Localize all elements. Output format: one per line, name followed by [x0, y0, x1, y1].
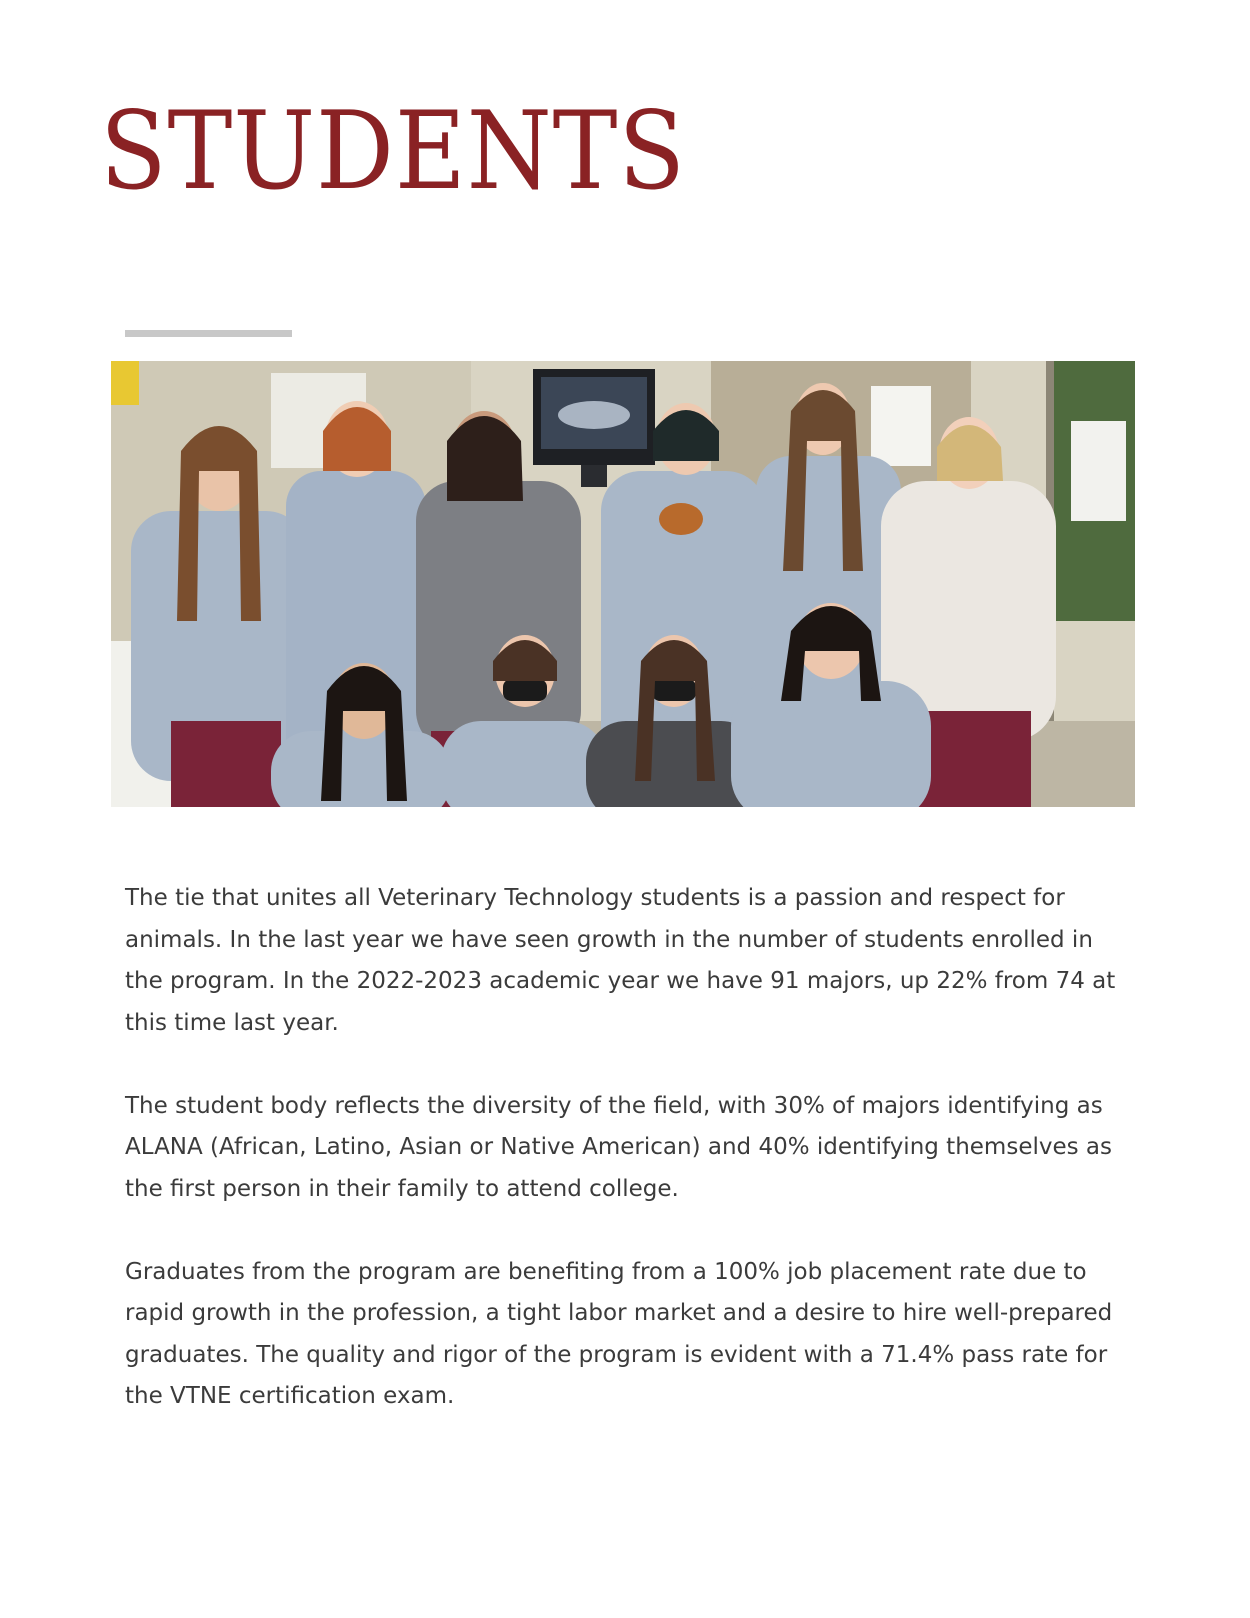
section-divider — [125, 330, 292, 337]
paragraph-enrollment: The tie that unites all Veterinary Technology students is a passion and respect for animals. In the last year we have seen growth in the number of students enrolled in the program. In the 2022-2023 academic year we have 91 majors, up 22% from 74 at this time last year. — [125, 885, 1116, 1036]
paragraph-outcomes: Graduates from the program are benefiting from a 100% job placement rate due to rapid growth in the profession, a tight labor market and a desire to hire well-prepared graduates. The quality and rigor of the program is evident with a 71.4% pass rate for the VTNE certification exam. — [125, 1258, 1113, 1409]
group-photo-illustration — [111, 361, 1135, 807]
page-title: STUDENTS — [100, 89, 686, 214]
paragraph-diversity: The student body reflects the diversity of the field, with 30% of majors identifying as ALANA (African, Latino, Asian or Native American) and 40% identifying themselves as the first person in their family to attend college. — [125, 1092, 1112, 1202]
body-text — [125, 878, 1135, 1459]
group-photo — [111, 361, 1135, 807]
